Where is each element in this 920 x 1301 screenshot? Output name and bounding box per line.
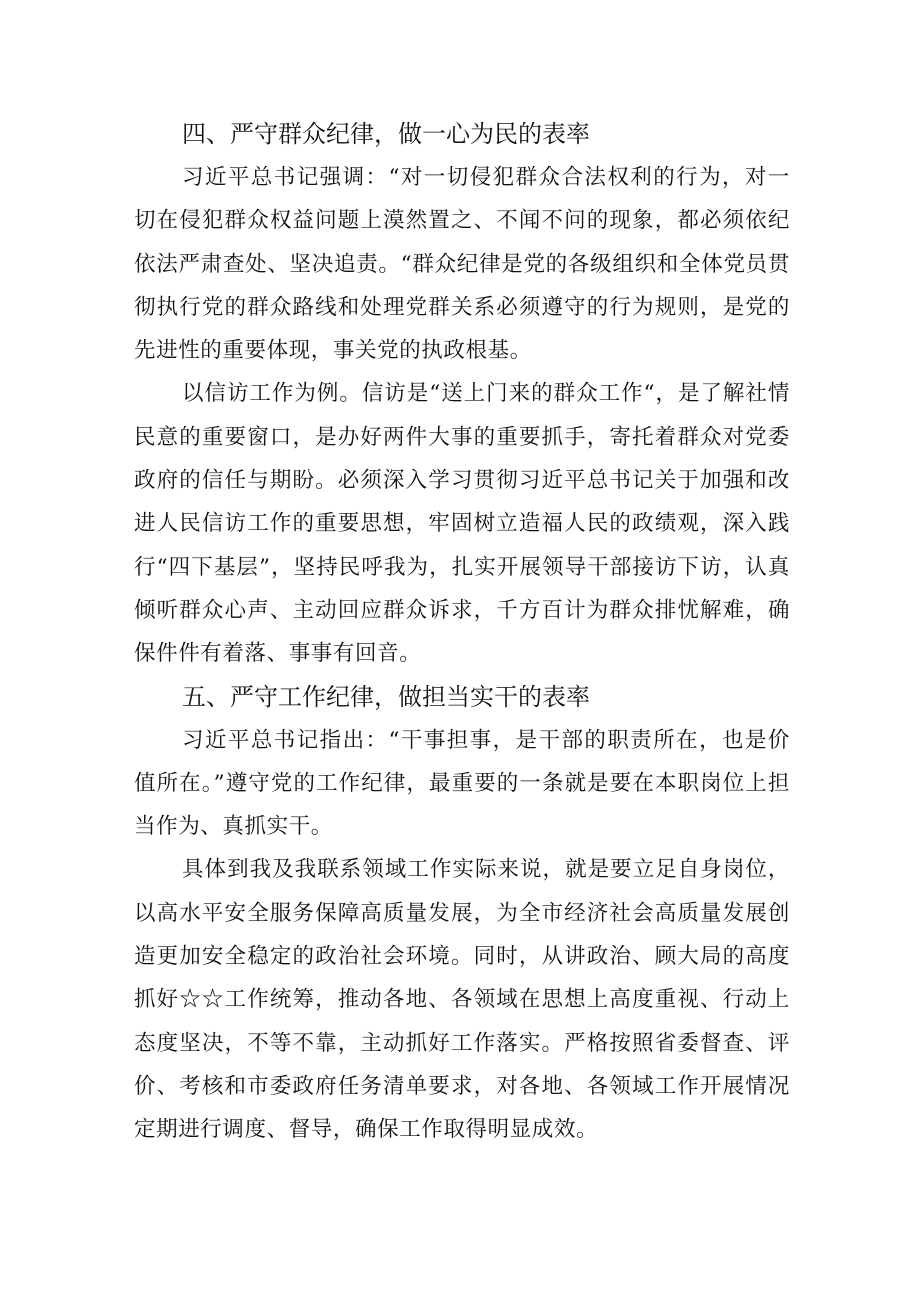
paragraph: 习近平总书记强调：“对一切侵犯群众合法权利的行为，对一切在侵犯群众权益问题上漠然置之、不闻不问的现象，都必须依纪依法严肃查处、坚决追责。“群众纪律是党的各级组织和全体党员贯彻执行党的群众路线和处理党群关系必须遵守的行为规则，是党的先进性的重要体现，事关党的执政根基。 bbox=[134, 165, 790, 364]
paragraph: 以信访工作为例。信访是“送上门来的群众工作“，是了解社情民意的重要窗口，是办好两件大事的重要抓手，寄托着群众对党委政府的信任与期盼。必须深入学习贯彻习近平总书记关于加强和改进人民信访工作的重要思想，牢固树立造福人民的政绩观，深入践行“四下基层”，坚持民呼我为，扎实开展领导干部接访下访，认真倾听群众心声、主动回应群众诉求，千方百计为群众排忧解难，确保件件有着落、事事有回音。 bbox=[134, 381, 790, 667]
paragraph: 习近平总书记指出：“干事担事，是干部的职责所在，也是价值所在。”遵守党的工作纪律，最重要的一条就是要在本职岗位上担当作为、真抓实干。 bbox=[134, 727, 790, 840]
section-heading: 五、严守工作纪律，做担当实干的表率 bbox=[182, 682, 590, 711]
section-heading: 四、严守群众纪律，做一心为民的表率 bbox=[182, 120, 590, 148]
section-5 bbox=[134, 676, 790, 1152]
paragraph: 具体到我及我联系领域工作实际来说，就是要立足自身岗位，以高水平安全服务保障高质量发展，为全市经济社会高质量发展创造更加安全稳定的政治社会环境。同时，从讲政治、顾大局的高度抓好☆☆工作统筹，推动各地、各领域在思想上高度重视、行动上态度坚决，不等不靠，主动抓好工作落实。严格按照省委督查、评价、考核和市委政府任务清单要求，对各地、各领域工作开展情况定期进行调度、督导，确保工作取得明显成效。 bbox=[134, 857, 790, 1143]
section-4 bbox=[134, 113, 790, 676]
document-body bbox=[134, 113, 790, 1152]
